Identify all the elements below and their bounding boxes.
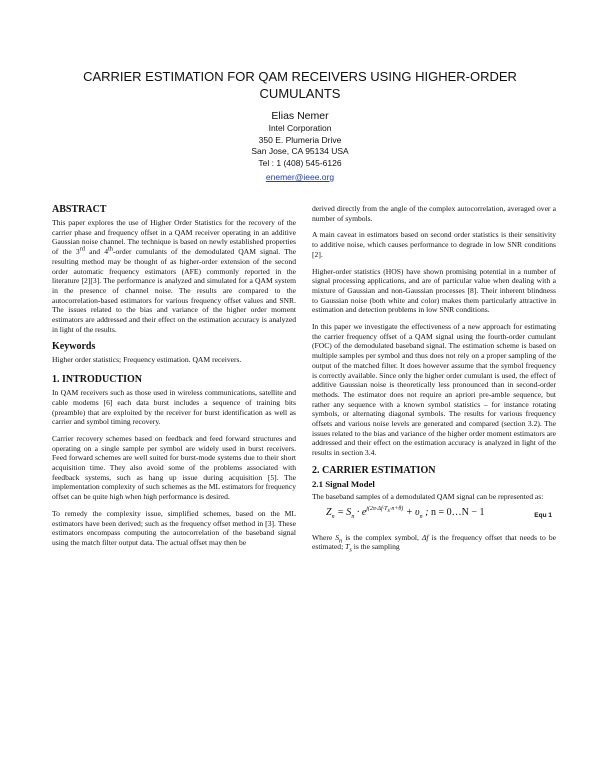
body-paragraph: Higher-order statistics (HOS) have shown promising potential in a number of signal processing applications, and are of particular value when dealing with a mixture of Gaussian and non-Gaussian processes [8]. Their inherent blindness to Gaussian noise (both white and color) makes them particularly attractive in estimation and detection problems in low SNR conditions. xyxy=(312,266,556,315)
equation-1 xyxy=(312,505,556,527)
intro-paragraph: In QAM receivers such as those used in wireless communications, satellite and cable modems [6] each data burst includes a sequence of training bits (preamble) that are exploited by the receiver for burst identification as well as carrier and symbol timing recovery. xyxy=(52,388,296,427)
signal-model-intro: The baseband samples of a demodulated QAM signal can be represented as: xyxy=(312,491,544,501)
paper-title: CARRIER ESTIMATION FOR QAM RECEIVERS USING HIGHER-ORDER CUMULANTS xyxy=(83,69,517,101)
where-paragraph: Where $S_n$ is the complex symbol, Δf is the frequency offset that needs to be estimated; $T_s$ is the sampling xyxy=(312,532,556,554)
intro-paragraph: To remedy the complexity issue, simplified schemes, based on the ML estimators have been derived; such as the frequency offset method in [3]. These estimators encompass computing the autocorrelation of the baseband signal using the match filter output data. The actual offset may then be xyxy=(52,508,296,547)
right-column xyxy=(312,204,556,559)
author-street: 350 E. Plumeria Drive xyxy=(258,134,342,145)
carrier-estimation-heading: 2. CARRIER ESTIMATION xyxy=(312,464,436,476)
keywords-heading: Keywords xyxy=(52,341,96,353)
keywords-text: Higher order statistics; Frequency estimation. QAM receivers. xyxy=(52,355,242,365)
author-affiliation: Intel Corporation xyxy=(268,123,332,133)
abstract-heading: ABSTRACT xyxy=(52,204,107,215)
author-email-link[interactable]: enemer@ieee.org xyxy=(265,172,335,182)
left-column xyxy=(52,204,296,555)
introduction-heading: 1. INTRODUCTION xyxy=(52,374,143,386)
abstract-text: This paper explores the use of Higher Order Statistics for the recovery of the carrier phase and frequency offset in a QAM receiver operating in an additive Gaussian noise channel. The technique is based on newly established properties of the 3rd and 4th-order cumulants of the demodulated QAM signal. The resulting method may be thought of as higher-order extension of the second order automatic frequency estimators (AFE) commonly reported in the literature [2][3]. The performance is analyzed and simulated for a QAM system in the presence of channel noise. The results are compared to the autocorrelation-based estimators for various frequency offset values and SNR. The issues related to the bias and variance of the higher order moment estimators are addressed and their effect on the estimation accuracy is analyzed in light of the results. xyxy=(52,218,297,334)
body-paragraph: In this paper we investigate the effectiveness of a new approach for estimating the carrier frequency offset of a QAM signal using the fourth-order cumulant (FOC) of the demodulated baseband signal. The estimation scheme is based on multiple samples per symbol and thus does not rely on a proper sampling of the output of the matched filter. It does however assume that the symbol frequency is correctly available. Since only the higher order cumulant is used, the effect of additive Gaussian noise is theoretically less pronounced than in second-order methods. The estimator does not require an apriori pre-amble sequence, but rather any sequence with a known symbol statistics – for instance rotating symbols, or alternating diagonal symbols. The results for various frequency offsets and various noise levels are generated and compared (section 3.2). The issues related to the bias and variance of the higher order moment estimators are addressed and their effect on the estimation accuracy is analyzed in light of the results in section 3.4. xyxy=(312,322,556,458)
equation-1-body: $Z_n = S_n \cdot e^{j(2\pi\cdot\Delta f\cdot T_s\cdot n+\theta)} + \upsilon_n$ ; n = 0…N − 1 xyxy=(326,506,485,520)
body-paragraph: A main caveat in estimators based on second order statistics is their sensitivity to additive noise, which causes performance to degrade in low SNR conditions [2]. xyxy=(312,230,556,259)
equation-1-label: Equ 1 xyxy=(534,511,552,519)
body-paragraph: derived directly from the angle of the complex autocorrelation, averaged over a number of symbols. xyxy=(312,204,556,223)
author-city: San Jose, CA 95134 USA xyxy=(251,146,349,156)
author-block xyxy=(150,110,450,184)
author-tel: Tel : 1 (408) 545-6126 xyxy=(258,157,342,168)
intro-paragraph: Carrier recovery schemes based on feedback and feed forward structures and operating on a single sample per symbol are widely used in burst receivers. Feed forward schemes are well suited for burst-mode systems due to their short acquisition time. They also avoid some of the problems associated with feedback systems, such as hang up issue during acquisition [5]. The implementation complexity of such schemes as the ML estimators for frequency offset can be quite high when high performance is desired. xyxy=(52,433,296,502)
signal-model-heading: 2.1 Signal Model xyxy=(312,478,375,489)
author-name: Elias Nemer xyxy=(271,110,329,122)
